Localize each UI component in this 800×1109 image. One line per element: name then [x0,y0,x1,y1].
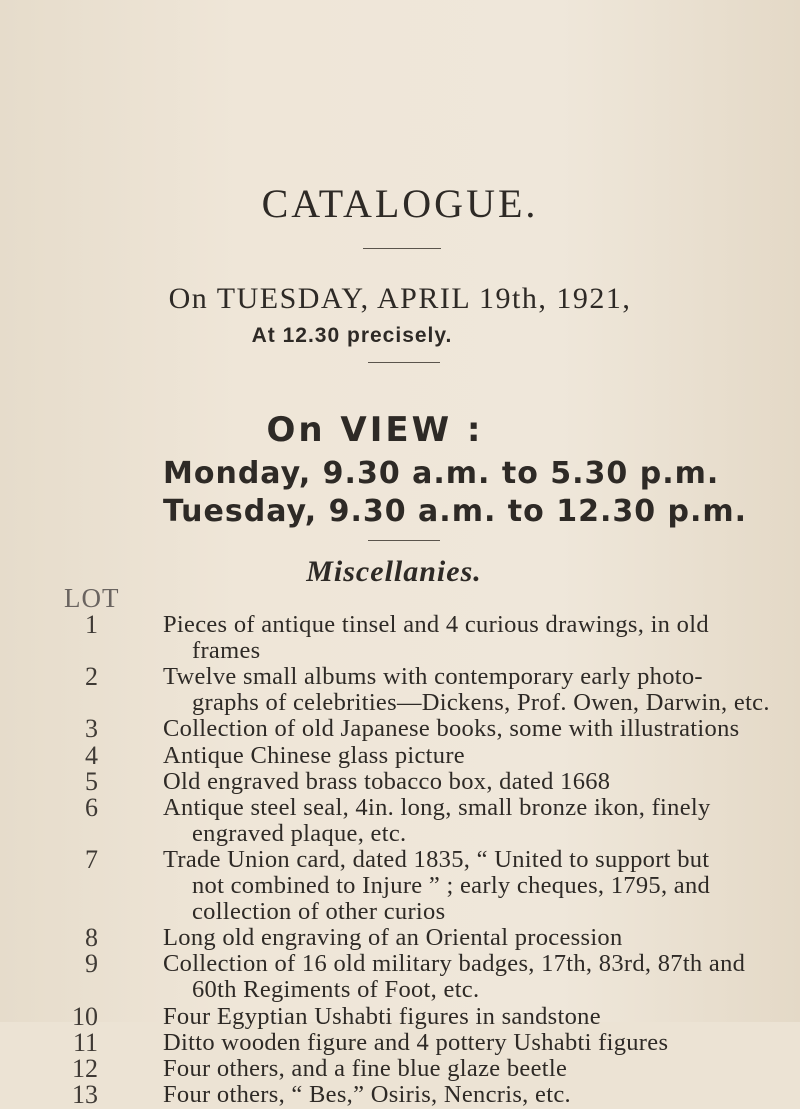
lot-description [163,925,773,951]
lot-description [163,1004,773,1030]
lot-number: 1 [85,610,98,639]
lot-number: 13 [72,1079,98,1109]
section-heading: Miscellanies. [306,555,482,588]
lot-description-line: Four others, and a fine blue glaze beetle [163,1054,568,1082]
page-title: CATALOGUE. [261,181,539,226]
lot-description [163,847,773,925]
lot-number: 9 [85,949,98,979]
lot-description-line: Collection of old Japanese books, some with illustrations [163,715,740,743]
sale-date: On TUESDAY, APRIL 19th, 1921, [168,282,632,315]
lot-number: 3 [85,714,98,744]
lot-number: 10 [72,1001,98,1031]
lot-number: 8 [85,923,98,953]
lot-description [163,769,773,795]
view-heading: On VIEW : [266,410,484,450]
lot-description-line: Twelve small albums with contemporary early photo- [163,663,703,691]
lot-description-line: 60th Regiments of Foot, etc. [192,976,480,1004]
lot-number: 11 [72,1027,98,1057]
lot-number: 12 [72,1053,98,1083]
lot-description [163,716,773,742]
lot-description [163,664,773,716]
lot-number: 6 [85,792,98,822]
lot-description-line: Pieces of antique tinsel and 4 curious drawings, in old [163,611,709,638]
sale-time: At 12.30 precisely. [251,324,453,347]
lot-description [163,1056,773,1082]
lot-number: 2 [85,662,98,692]
lot-description [163,951,773,1003]
lot-number: 4 [85,740,98,770]
divider [368,540,440,541]
lot-description-line: Antique Chinese glass picture [163,741,465,769]
lot-description [163,612,773,664]
lot-description [163,1030,773,1056]
lot-column-header: LOT [64,583,120,613]
lot-description-line: engraved plaque, etc. [192,819,407,847]
lot-description-line: graphs of celebrities—Dickens, Prof. Owen, Darwin, etc. [192,689,770,717]
lot-description-line: Ditto wooden figure and 4 pottery Ushabti figures [163,1028,669,1056]
lot-number: 5 [85,766,98,796]
lot-description-line: Long old engraving of an Oriental procession [163,924,623,952]
lot-description-line: frames [192,637,261,664]
divider [368,362,440,363]
lot-description-line: Trade Union card, dated 1835, “ United to support but [163,845,710,873]
lot-description-line: Collection of 16 old military badges, 17th, 83rd, 87th and [163,950,746,978]
divider [363,248,441,249]
lot-description [163,1082,773,1108]
lot-description-line: collection of other curios [192,897,446,925]
lot-description-line: Old engraved brass tobacco box, dated 1668 [163,767,611,795]
lot-description-line: Antique steel seal, 4in. long, small bronze ikon, finely [163,793,711,821]
lot-description-line: Four others, “ Bes,” Osiris, Nencris, etc. [163,1080,571,1108]
lot-number: 7 [85,844,98,874]
lot-description-line: Four Egyptian Ushabti figures in sandstone [163,1002,601,1030]
view-time-tuesday: Tuesday, 9.30 a.m. to 12.30 p.m. [163,494,748,529]
lot-description-line: not combined to Injure ” ; early cheques, 1795, and [192,871,711,899]
lot-description [163,743,773,769]
lot-description [163,795,773,847]
view-time-monday: Monday, 9.30 a.m. to 5.30 p.m. [163,456,720,491]
